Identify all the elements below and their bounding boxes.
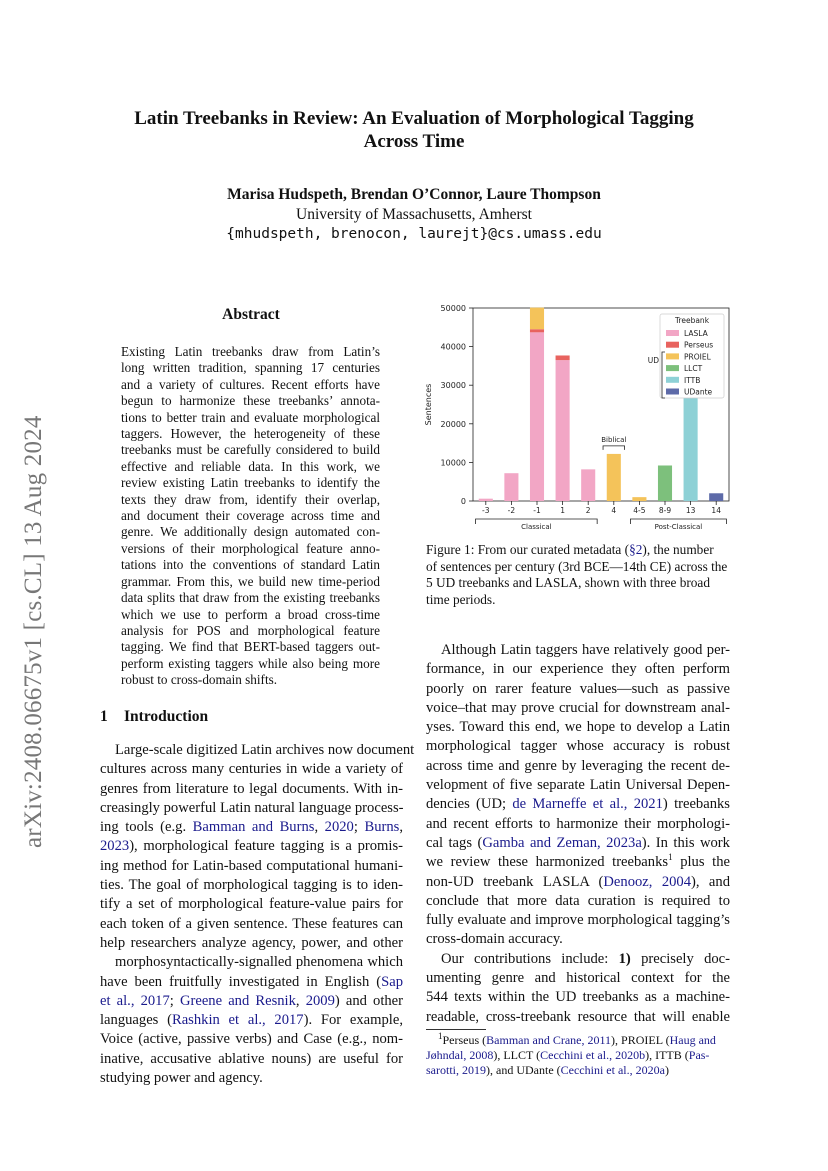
caption-line: of sentences per century (3rd BCE—14th CE) across the bbox=[426, 558, 728, 574]
title-line-1: Latin Treebanks in Review: An Evaluation of Morphological Tagging bbox=[134, 108, 694, 129]
text-line: studying power and agency. bbox=[100, 1070, 263, 1087]
text-line: languages (Rashkin et al., 2017). For example, bbox=[100, 1012, 403, 1029]
text-line: Large-scale digitized Latin archives now document bbox=[115, 742, 415, 758]
x-tick-label: 1 bbox=[560, 506, 565, 515]
footnote-line: Jøhndal, 2008), LLCT (Cecchini et al., 2020b), ITTB (Pas- bbox=[426, 1048, 710, 1062]
y-tick-label: 40000 bbox=[440, 342, 466, 352]
citation-link[interactable]: Pas- bbox=[688, 1048, 710, 1062]
figure-1-chart bbox=[415, 300, 735, 536]
abstract-line: begun to harmonize these treebanks’ annota- bbox=[121, 393, 380, 409]
y-tick-label: 10000 bbox=[440, 458, 466, 468]
text-line: ing method for Latin-based computational humani- bbox=[100, 857, 403, 874]
citation-link[interactable]: 2020 bbox=[324, 819, 354, 836]
legend-swatch-udante bbox=[666, 389, 679, 395]
right-column-text bbox=[426, 641, 730, 1027]
legend-swatch-lasla bbox=[666, 330, 679, 336]
legend-label-lasla: LASLA bbox=[684, 329, 708, 338]
footnote-marker[interactable]: 1 bbox=[668, 852, 673, 863]
citation-link[interactable]: Rashkin et al., 2017 bbox=[171, 1012, 304, 1029]
abstract-line: data splits that draw from the existing treebanks bbox=[121, 590, 380, 606]
title-line-2: Across Time bbox=[363, 131, 465, 152]
x-tick-label: -2 bbox=[507, 506, 516, 515]
text-line: cultures across many centuries in wide a variety of bbox=[100, 761, 403, 778]
text-line: cross-domain accuracy. bbox=[426, 931, 563, 948]
bar-lasla--3 bbox=[479, 499, 493, 501]
legend-label-ittb: ITTB bbox=[684, 375, 701, 385]
legend-title: Treebank bbox=[674, 316, 710, 325]
x-tick-label: 4-5 bbox=[633, 506, 646, 515]
text-line: 544 texts within the UD treebanks as a machine- bbox=[426, 989, 730, 1006]
text-line: Voice (active, passive verbs) and Case (e.g., nom- bbox=[100, 1031, 403, 1048]
post-classical-period-label: Post-Classical bbox=[654, 523, 703, 531]
y-axis-label: Sentences bbox=[424, 383, 433, 426]
citation-link[interactable]: Bamman and Burns bbox=[192, 819, 315, 836]
caption-line: time periods. bbox=[426, 591, 496, 607]
figure-caption bbox=[426, 542, 730, 608]
abstract-line: Existing Latin treebanks draw from Latin’s bbox=[121, 344, 380, 359]
citation-link[interactable]: Jøhndal, 2008 bbox=[426, 1048, 494, 1062]
text-line: velopment of five separate Latin Universal Depen- bbox=[426, 777, 730, 794]
citation-link[interactable]: Gamba and Zeman, 2023a bbox=[482, 834, 642, 851]
abstract-heading: Abstract bbox=[222, 306, 280, 323]
abstract-line: robust to cross-domain shifts. bbox=[121, 672, 278, 688]
abstract-line: long written tradition, spanning 17 centuries bbox=[121, 360, 380, 376]
abstract-line: which we use to perform a broad cross-time bbox=[121, 606, 380, 622]
ud-label: UD bbox=[647, 356, 659, 365]
bar-lasla-2 bbox=[581, 469, 595, 501]
abstract-line: texts they draw from, identify their overlap, bbox=[121, 491, 380, 507]
text-line: Although Latin taggers have relatively good per- bbox=[441, 642, 730, 658]
abstract-line: and document their coverage across time and bbox=[121, 508, 380, 524]
text-line: morphosyntactically-signalled phenomena which bbox=[115, 954, 403, 971]
text-line: non-UD treebank LASLA (Denooz, 2004), and bbox=[426, 873, 731, 890]
text-line: conclude that more data curation is required to bbox=[426, 892, 730, 909]
bar-udante-14 bbox=[709, 493, 723, 501]
section-heading-introduction bbox=[100, 708, 208, 726]
text-line: across time and genre by leveraging the recent de- bbox=[426, 757, 730, 774]
text-line: yses. Toward this end, we hope to develop a Latin bbox=[426, 719, 730, 736]
abstract-line: perform existing taggers while also being more bbox=[121, 655, 380, 671]
x-tick-label: -3 bbox=[482, 506, 490, 515]
citation-link[interactable]: Haug and bbox=[669, 1033, 716, 1047]
abstract-line: versions of their morphological feature anno- bbox=[121, 540, 380, 556]
citation-link[interactable]: 2023 bbox=[100, 838, 130, 855]
legend-label-llct: LLCT bbox=[684, 364, 703, 374]
text-line: poorly on rarer feature values—such as passive bbox=[426, 680, 730, 697]
caption-line: 5 UD treebanks and LASLA, shown with three broad bbox=[426, 575, 710, 591]
text-line: have been fruitfully investigated in English (Sap bbox=[100, 973, 403, 990]
legend-swatch-proiel bbox=[666, 353, 679, 359]
y-tick-label: 30000 bbox=[440, 381, 466, 391]
bar-llct-8-9 bbox=[658, 465, 672, 501]
x-tick-label: 2 bbox=[585, 506, 591, 515]
bar-lasla-1 bbox=[556, 360, 570, 501]
citation-link[interactable]: de Marneffe et al., 2021 bbox=[512, 796, 663, 813]
abstract-line: genre. We additionally design automated con- bbox=[121, 524, 380, 540]
citation-link[interactable]: Sap bbox=[381, 973, 403, 990]
text-line: each token of a given sentence. These features can bbox=[100, 915, 403, 932]
text-line: we review these harmonized treebanks$^1$ plus the bbox=[426, 852, 730, 871]
intro-paragraph bbox=[100, 741, 415, 1088]
citation-link[interactable]: sarotti, 2019 bbox=[426, 1063, 486, 1077]
abstract-line: review existing Latin treebanks to identify the bbox=[121, 475, 380, 491]
section-title: Introduction bbox=[124, 708, 209, 725]
text-line: genres from literature to legal documents. With in- bbox=[100, 780, 403, 797]
x-tick-label: 13 bbox=[685, 506, 696, 515]
legend-swatch-perseus bbox=[666, 342, 679, 348]
text-line: cal tags (Gamba and Zeman, 2023a). In this work bbox=[426, 834, 730, 851]
biblical-period-label: Biblical bbox=[601, 435, 627, 444]
biblical-period-bracket bbox=[603, 446, 625, 450]
bar-perseus-1 bbox=[556, 355, 570, 360]
abstract-line: tagging. We find that BERT-based taggers out- bbox=[121, 639, 380, 655]
text-line: Our contributions include: 1) precisely doc- bbox=[441, 950, 730, 967]
citation-link[interactable]: Greene and Resnik bbox=[179, 992, 296, 1009]
text-line: formance, in our experience they often perform bbox=[426, 661, 730, 678]
citation-link[interactable]: Cecchini et al., 2020a bbox=[560, 1063, 665, 1077]
footnote-rule bbox=[426, 1029, 486, 1030]
abstract-body bbox=[121, 344, 380, 689]
abstract-line: analysis for POS and morphological feature bbox=[121, 622, 380, 638]
x-tick-label: 4 bbox=[611, 506, 617, 515]
citation-link[interactable]: Burns bbox=[364, 819, 400, 836]
author-list: Marisa Hudspeth, Brendan O’Connor, Laure Thompson bbox=[227, 186, 601, 203]
bar-proiel--1 bbox=[530, 308, 544, 330]
abstract-line: taggers. However, the heterogeneity of these bbox=[121, 426, 380, 442]
section-link[interactable]: §2 bbox=[629, 542, 643, 557]
x-tick-label: 14 bbox=[711, 506, 721, 515]
x-tick-label: 8-9 bbox=[658, 506, 672, 515]
legend-label-perseus: Perseus bbox=[684, 340, 714, 350]
section-number: 1 bbox=[100, 708, 108, 725]
citation-link[interactable]: et al., 2017 bbox=[100, 992, 170, 1009]
citation-link[interactable]: Cecchini et al., 2020b bbox=[540, 1048, 646, 1062]
classical-period-label: Classical bbox=[521, 523, 552, 531]
bar-ittb-13 bbox=[684, 396, 698, 501]
y-tick-label: 0 bbox=[460, 497, 466, 506]
legend-label-udante: UDante bbox=[684, 387, 713, 397]
email-addresses: {mhudspeth, brenocon, laurejt}@cs.umass.edu bbox=[226, 226, 602, 242]
text-line: tify a set of morphological feature-value pairs for bbox=[100, 896, 403, 913]
legend-swatch-llct bbox=[666, 365, 679, 371]
legend-label-proiel: PROIEL bbox=[684, 352, 711, 362]
text-line: 2023), morphological feature tagging is a promis- bbox=[100, 838, 403, 855]
y-tick-label: 20000 bbox=[440, 419, 466, 429]
text-line: and recent efforts to harmonize their morphologi- bbox=[426, 815, 730, 832]
paper-title bbox=[100, 107, 728, 153]
abstract-line: treebanks must be carefully considered to build bbox=[121, 442, 380, 458]
bar-lasla--1 bbox=[530, 332, 544, 501]
legend-swatch-ittb bbox=[666, 377, 679, 383]
text-line: et al., 2017; Greene and Resnik, 2009) and other bbox=[100, 992, 404, 1009]
affiliation: University of Massachusetts, Amherst bbox=[296, 206, 532, 223]
citation-link[interactable]: Denooz, 2004 bbox=[603, 873, 692, 890]
caption-line: Figure 1: From our curated metadata (§2), the number bbox=[426, 542, 714, 557]
bar-lasla--2 bbox=[504, 473, 518, 501]
abstract-line: tations into the conventions of standard Latin bbox=[121, 557, 380, 573]
bar-perseus--1 bbox=[530, 329, 544, 332]
text-line: voice–that may prove crucial for downstream anal- bbox=[426, 699, 730, 716]
y-tick-label: 50000 bbox=[440, 304, 466, 313]
text-line: fully evaluate and improve morphological tagging’s bbox=[426, 912, 730, 929]
citation-link[interactable]: 2009 bbox=[305, 992, 335, 1009]
arxiv-stamp: arXiv:2408.06675v1 [cs.CL] 13 Aug 2024 bbox=[20, 415, 47, 848]
text-line: creasingly powerful Latin natural language process- bbox=[100, 799, 404, 816]
text-line: umenting genre and historical context for the bbox=[426, 970, 730, 987]
bar-proiel-4 bbox=[607, 454, 621, 501]
footnote-line: sarotti, 2019), and UDante (Cecchini et al., 2020a) bbox=[426, 1063, 669, 1077]
abstract-line: grammar. From this, we build new time-period bbox=[121, 573, 380, 589]
abstract-line: effective and reliable data. In this work, we bbox=[121, 458, 380, 474]
footnote-line: $^1$Perseus (Bamman and Crane, 2011), PROIEL (Haug and bbox=[438, 1031, 716, 1047]
text-line: ing tools (e.g. Bamman and Burns, 2020; Burns, bbox=[100, 819, 403, 836]
text-line: morphological tagger whose accuracy is robust bbox=[426, 738, 730, 755]
text-line: ties. The goal of morphological tagging is to iden- bbox=[100, 877, 403, 894]
x-tick-label: -1 bbox=[533, 506, 541, 515]
text-line: inative, accusative ablative nouns) are useful for bbox=[100, 1050, 403, 1067]
footnote bbox=[426, 1033, 730, 1078]
text-line: help researchers analyze agency, power, and other bbox=[100, 934, 403, 951]
text-line: readable, cross-treebank resource that will enable bbox=[426, 1008, 730, 1025]
abstract-line: tions to better train and evaluate morphological bbox=[121, 409, 380, 425]
abstract-line: and a variety of cultures. Recent efforts have bbox=[121, 376, 380, 392]
citation-link[interactable]: Bamman and Crane, 2011 bbox=[486, 1033, 612, 1047]
text-line: dencies (UD; de Marneffe et al., 2021) treebanks bbox=[426, 796, 730, 813]
bar-proiel-4-5 bbox=[632, 497, 646, 501]
